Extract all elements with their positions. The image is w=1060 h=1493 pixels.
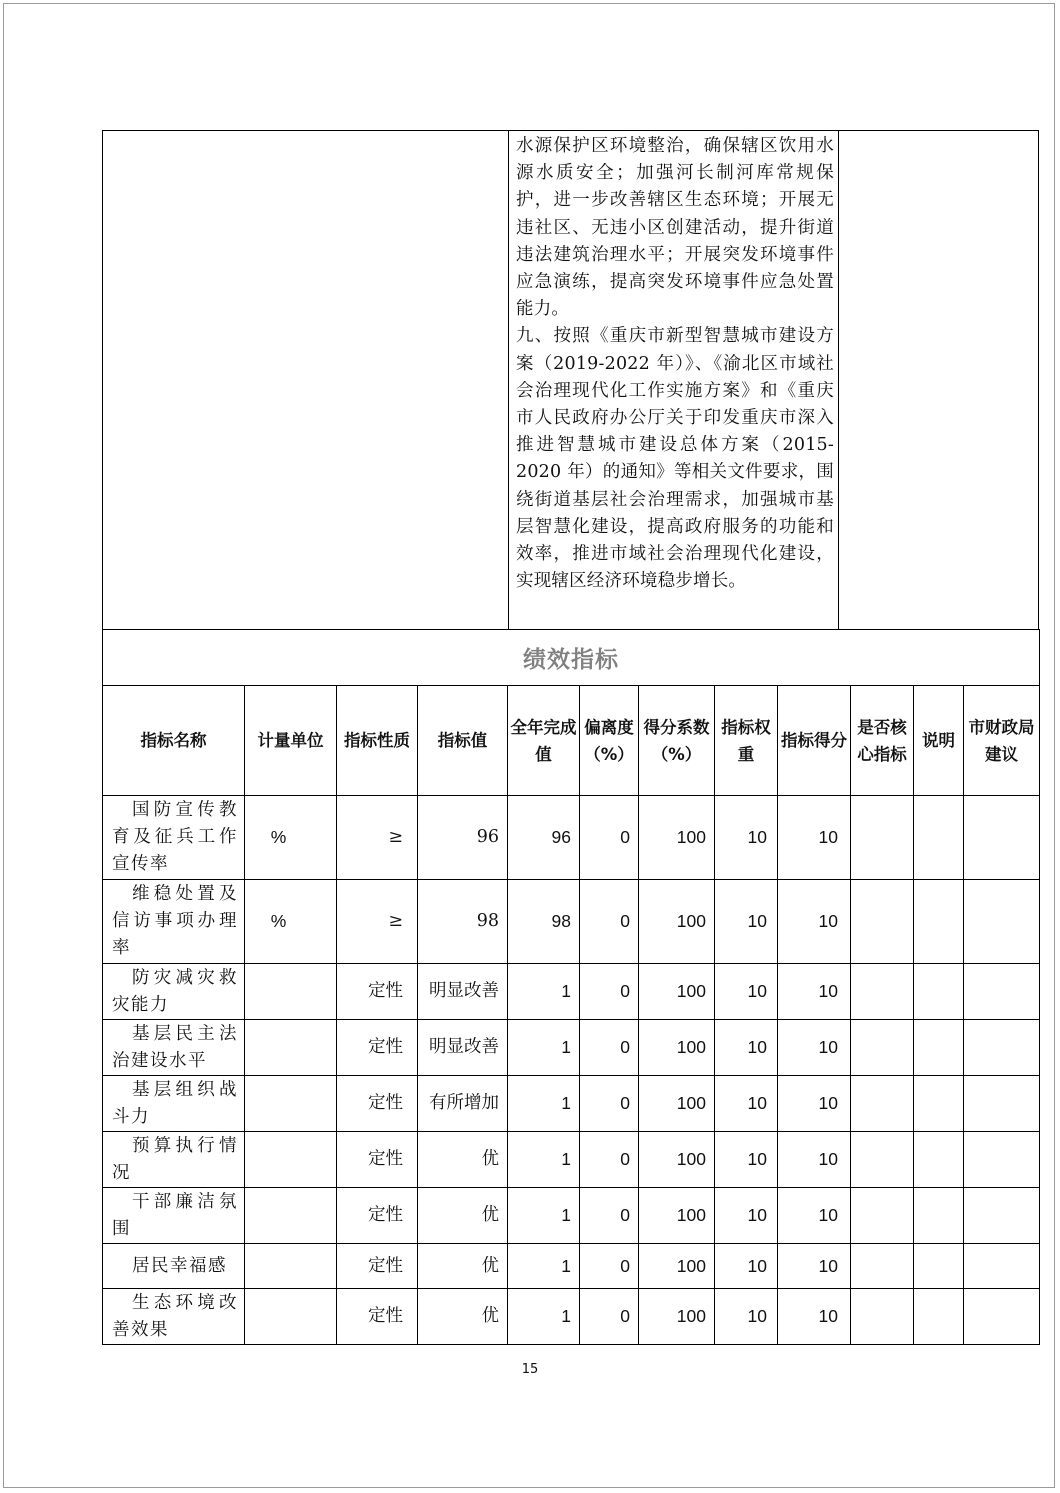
nature-cell: ≥ <box>337 880 418 964</box>
note-cell <box>914 1132 964 1188</box>
coef-cell: 100 <box>639 1076 715 1132</box>
coef-cell: 100 <box>639 1020 715 1076</box>
note-cell <box>914 964 964 1020</box>
table-row <box>103 1244 1040 1289</box>
weight-cell: 10 <box>715 1289 778 1345</box>
indicator-name: 干部廉洁氛围 <box>103 1188 245 1244</box>
header-note: 说明 <box>914 686 964 796</box>
table-row <box>103 880 1040 964</box>
value-cell: 明显改善 <box>418 964 508 1020</box>
deviation-cell: 0 <box>580 964 639 1020</box>
deviation-cell: 0 <box>580 1188 639 1244</box>
weight-cell: 10 <box>715 1244 778 1289</box>
note-cell <box>914 1289 964 1345</box>
description-paragraph: 水源保护区环境整治，确保辖区饮用水源水质安全；加强河长制河库常规保护，进一步改善辖区生态环境；开展无违社区、无违小区创建活动，提升街道违法建筑治理水平；开展突发环境事件应急演练，提高突发环境事件应急处置能力。 <box>516 136 834 320</box>
advice-cell <box>964 1289 1040 1345</box>
deviation-cell: 0 <box>580 1244 639 1289</box>
table-row <box>103 1076 1040 1132</box>
weight-cell: 10 <box>715 964 778 1020</box>
unit-cell: % <box>245 796 337 880</box>
unit-cell <box>245 964 337 1020</box>
note-cell <box>914 1076 964 1132</box>
core-cell <box>851 1244 914 1289</box>
core-cell <box>851 880 914 964</box>
note-cell <box>914 880 964 964</box>
weight-cell: 10 <box>715 1188 778 1244</box>
table-row <box>103 1188 1040 1244</box>
core-cell <box>851 1188 914 1244</box>
score-cell: 10 <box>778 880 851 964</box>
value-cell: 96 <box>418 796 508 880</box>
note-cell <box>914 796 964 880</box>
unit-cell <box>245 1244 337 1289</box>
advice-cell <box>964 880 1040 964</box>
deviation-cell: 0 <box>580 1132 639 1188</box>
note-cell <box>914 1244 964 1289</box>
deviation-cell: 0 <box>580 1289 639 1345</box>
header-weight: 指标权重 <box>715 686 778 796</box>
indicator-name: 预算执行情况 <box>103 1132 245 1188</box>
task-description-table <box>102 130 1039 629</box>
value-cell: 优 <box>418 1244 508 1289</box>
coef-cell: 100 <box>639 1132 715 1188</box>
advice-cell <box>964 1132 1040 1188</box>
indicator-name: 居民幸福感 <box>103 1244 245 1289</box>
advice-cell <box>964 796 1040 880</box>
actual-cell: 1 <box>508 1188 580 1244</box>
header-value: 指标值 <box>418 686 508 796</box>
nature-cell: 定性 <box>337 1132 418 1188</box>
performance-indicator-table <box>102 629 1040 1345</box>
nature-cell: 定性 <box>337 1289 418 1345</box>
unit-cell: % <box>245 880 337 964</box>
deviation-cell: 0 <box>580 1076 639 1132</box>
core-cell <box>851 1132 914 1188</box>
weight-cell: 10 <box>715 880 778 964</box>
core-cell <box>851 1020 914 1076</box>
nature-cell: 定性 <box>337 1076 418 1132</box>
actual-cell: 1 <box>508 1020 580 1076</box>
coef-cell: 100 <box>639 1289 715 1345</box>
advice-cell <box>964 1076 1040 1132</box>
actual-cell: 98 <box>508 880 580 964</box>
actual-cell: 1 <box>508 964 580 1020</box>
score-cell: 10 <box>778 1289 851 1345</box>
nature-cell: 定性 <box>337 1244 418 1289</box>
coef-cell: 100 <box>639 1188 715 1244</box>
note-cell <box>914 1020 964 1076</box>
deviation-cell: 0 <box>580 1020 639 1076</box>
deviation-cell: 0 <box>580 796 639 880</box>
page-number: 15 <box>521 1362 539 1377</box>
value-cell: 优 <box>418 1132 508 1188</box>
header-actual: 全年完成值 <box>508 686 580 796</box>
actual-cell: 1 <box>508 1132 580 1188</box>
value-cell: 明显改善 <box>418 1020 508 1076</box>
unit-cell <box>245 1188 337 1244</box>
task-description-text <box>516 133 834 595</box>
advice-cell <box>964 1188 1040 1244</box>
indicator-name: 国防宣传教育及征兵工作宣传率 <box>103 796 245 880</box>
coef-cell: 100 <box>639 964 715 1020</box>
score-cell: 10 <box>778 796 851 880</box>
header-name: 指标名称 <box>103 686 245 796</box>
value-cell: 优 <box>418 1289 508 1345</box>
advice-cell <box>964 1244 1040 1289</box>
header-row <box>103 686 1040 796</box>
column-divider <box>508 131 509 629</box>
header-coef: 得分系数（%） <box>639 686 715 796</box>
unit-cell <box>245 1020 337 1076</box>
description-paragraph: 九、按照《重庆市新型智慧城市建设方案（2019-2022 年）》、《渝北区市域社会治理现代化工作实施方案》和《重庆市人民政府办公厅关于印发重庆市深入推进智慧城市建设总体方案（2015-2020 年）的通知》等相关文件要求，围绕街道基层社会治理需求，加强城市基层智慧化建设，提高政府服务的功能和效率，推进市域社会治理现代化建设，实现辖区经济环境稳步增长。 <box>516 326 834 592</box>
coef-cell: 100 <box>639 1244 715 1289</box>
actual-cell: 96 <box>508 796 580 880</box>
header-deviation: 偏离度（%） <box>580 686 639 796</box>
table-row <box>103 796 1040 880</box>
indicator-name: 生态环境改善效果 <box>103 1289 245 1345</box>
unit-cell <box>245 1076 337 1132</box>
header-core: 是否核心指标 <box>851 686 914 796</box>
core-cell <box>851 964 914 1020</box>
header-advice: 市财政局建议 <box>964 686 1040 796</box>
table-row <box>103 1020 1040 1076</box>
unit-cell <box>245 1132 337 1188</box>
table-row <box>103 1289 1040 1345</box>
unit-cell <box>245 1289 337 1345</box>
indicator-name: 维稳处置及信访事项办理率 <box>103 880 245 964</box>
core-cell <box>851 1289 914 1345</box>
advice-cell <box>964 964 1040 1020</box>
column-divider <box>838 131 839 629</box>
core-cell <box>851 796 914 880</box>
header-nature: 指标性质 <box>337 686 418 796</box>
nature-cell: 定性 <box>337 1188 418 1244</box>
score-cell: 10 <box>778 1244 851 1289</box>
weight-cell: 10 <box>715 796 778 880</box>
value-cell: 有所增加 <box>418 1076 508 1132</box>
indicator-name: 基层组织战斗力 <box>103 1076 245 1132</box>
weight-cell: 10 <box>715 1020 778 1076</box>
advice-cell <box>964 1020 1040 1076</box>
weight-cell: 10 <box>715 1076 778 1132</box>
nature-cell: ≥ <box>337 796 418 880</box>
core-cell <box>851 1076 914 1132</box>
score-cell: 10 <box>778 1076 851 1132</box>
coef-cell: 100 <box>639 796 715 880</box>
score-cell: 10 <box>778 1020 851 1076</box>
header-score: 指标得分 <box>778 686 851 796</box>
actual-cell: 1 <box>508 1289 580 1345</box>
score-cell: 10 <box>778 1132 851 1188</box>
actual-cell: 1 <box>508 1076 580 1132</box>
table-row <box>103 1132 1040 1188</box>
coef-cell: 100 <box>639 880 715 964</box>
weight-cell: 10 <box>715 1132 778 1188</box>
header-unit: 计量单位 <box>245 686 337 796</box>
value-cell: 优 <box>418 1188 508 1244</box>
indicator-name: 基层民主法治建设水平 <box>103 1020 245 1076</box>
deviation-cell: 0 <box>580 880 639 964</box>
section-title: 绩效指标 <box>103 630 1040 686</box>
score-cell: 10 <box>778 1188 851 1244</box>
value-cell: 98 <box>418 880 508 964</box>
score-cell: 10 <box>778 964 851 1020</box>
indicator-name: 防灾减灾救灾能力 <box>103 964 245 1020</box>
note-cell <box>914 1188 964 1244</box>
actual-cell: 1 <box>508 1244 580 1289</box>
table-row <box>103 964 1040 1020</box>
nature-cell: 定性 <box>337 1020 418 1076</box>
nature-cell: 定性 <box>337 964 418 1020</box>
